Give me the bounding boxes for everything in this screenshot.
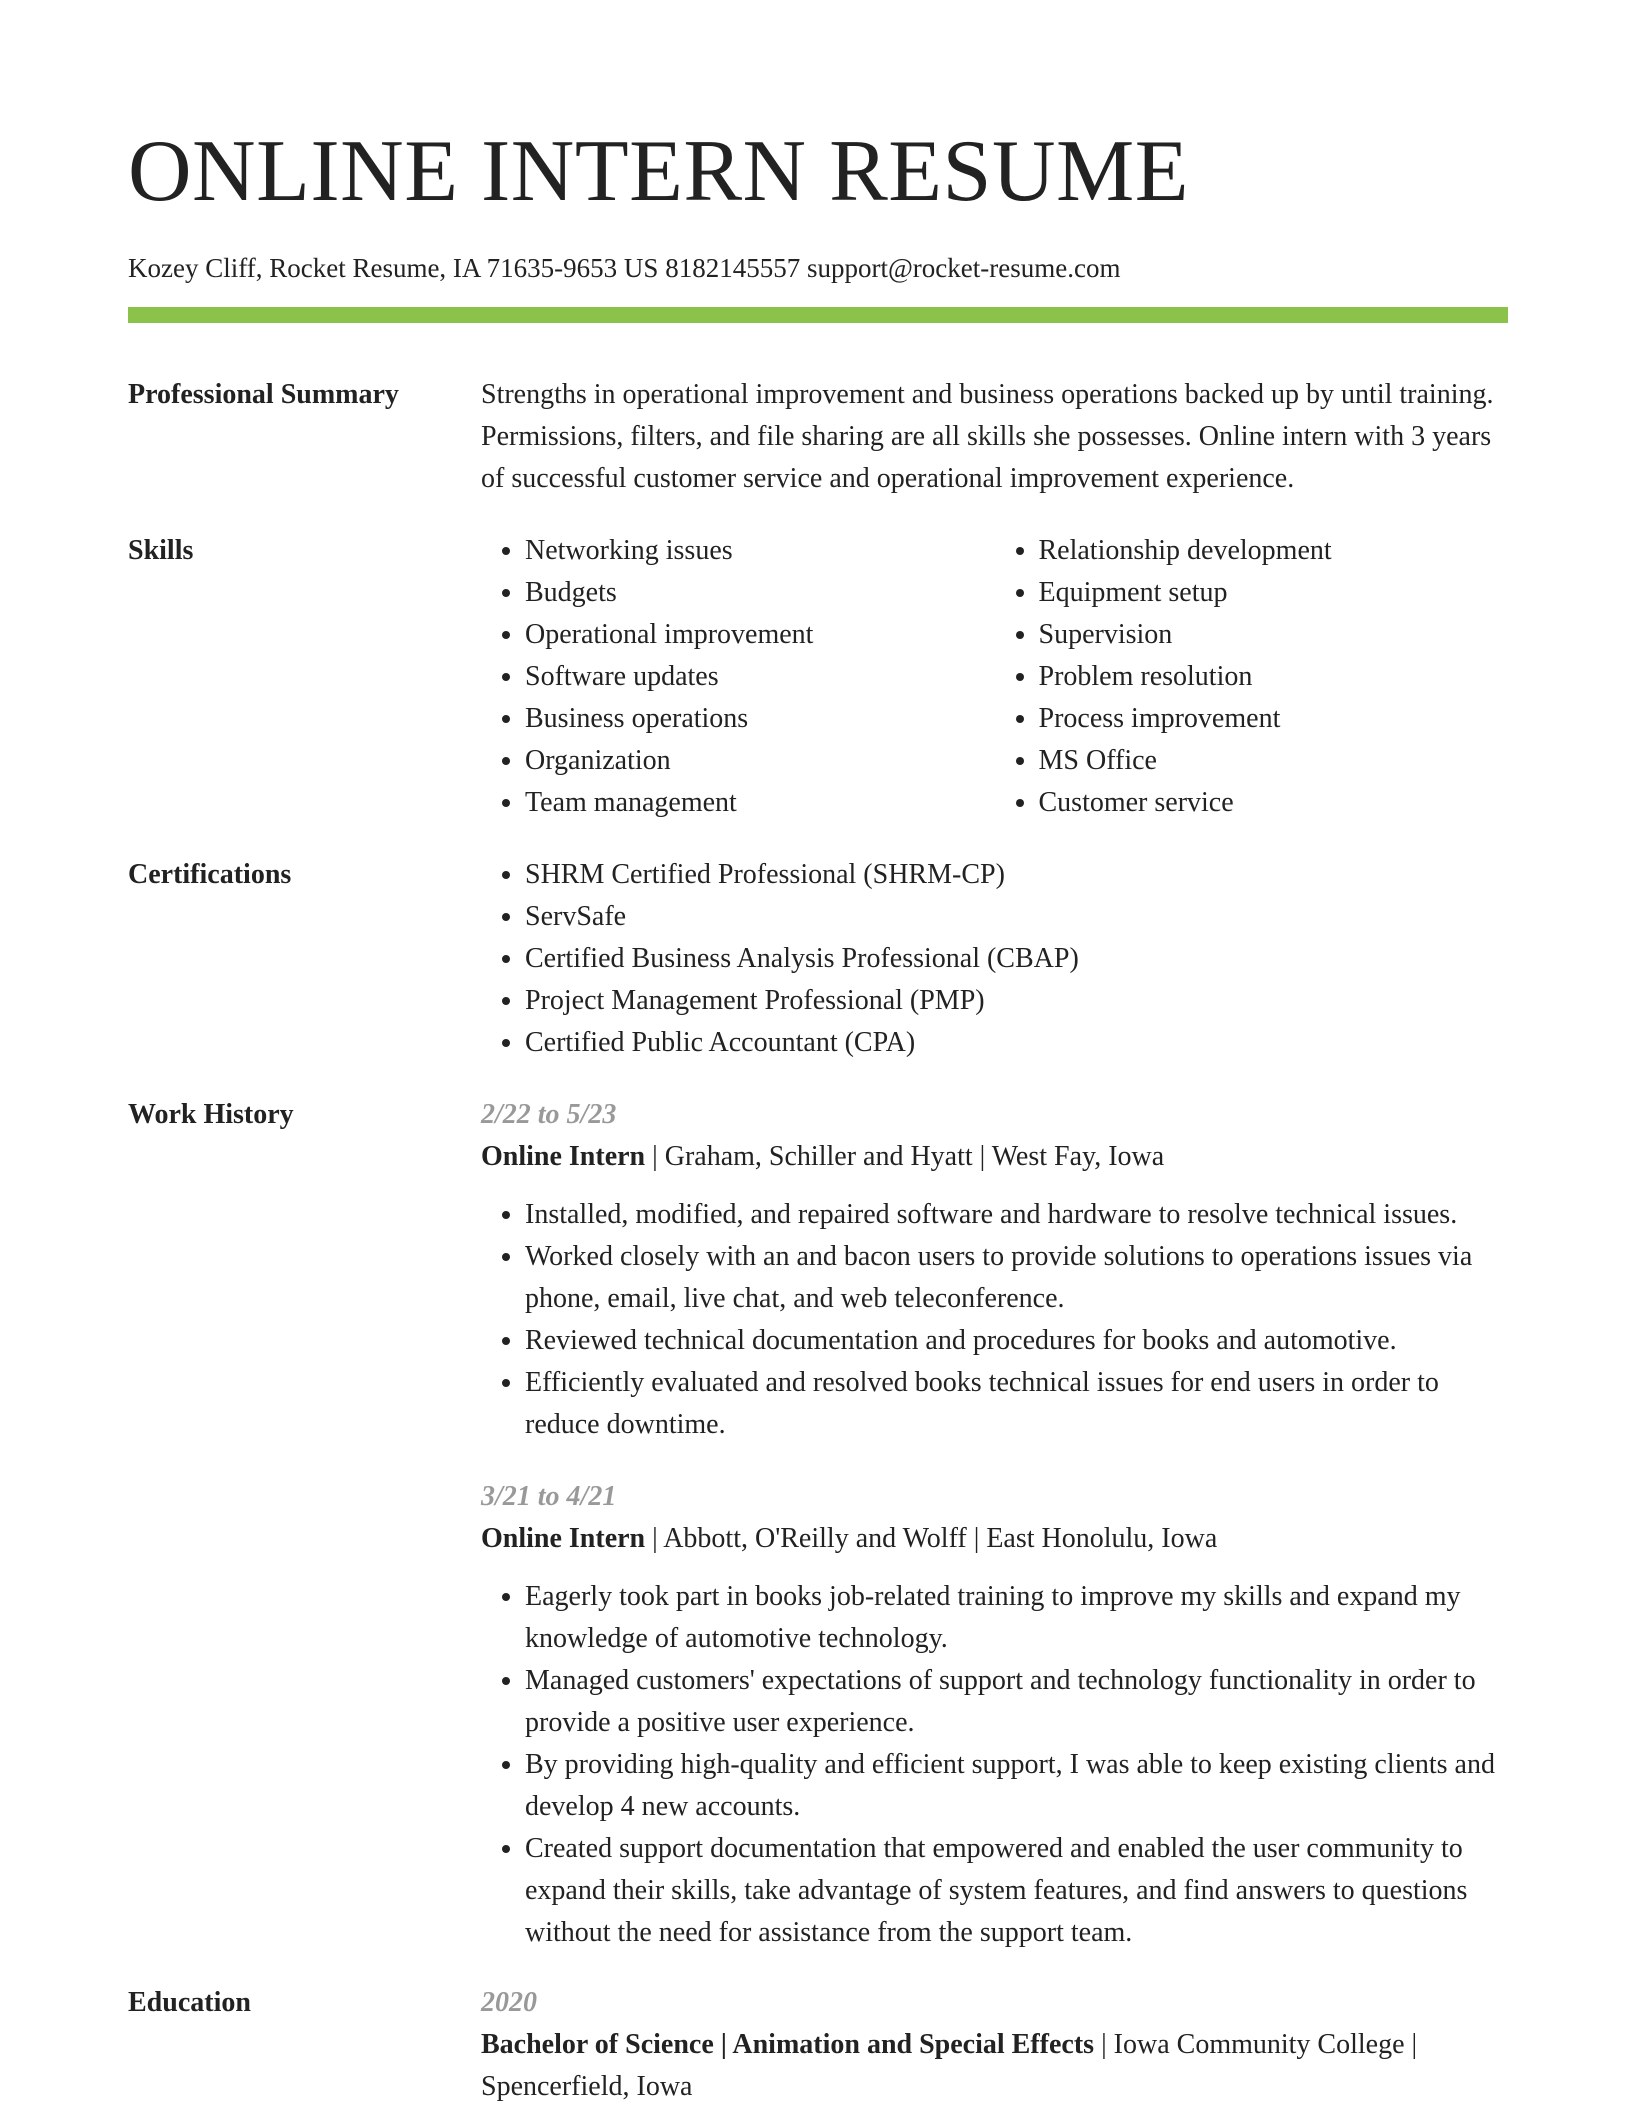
skill-item: • Supervision [1039,614,1509,656]
resume-title: ONLINE INTERN RESUME [128,123,1190,220]
skills-list-left [481,530,995,824]
skill-item: • Software updates [525,656,995,698]
job-date: 2/22 to 5/23 [481,1099,617,1130]
section-label-certifications: Certifications [128,859,292,890]
section-label-work: Work History [128,1099,294,1130]
skill-item: • Relationship development [1039,530,1509,572]
certification-item: • Project Management Professional (PMP) [525,980,1508,1022]
skill-item: • Business operations [525,698,995,740]
skill-item: • Equipment setup [1039,572,1509,614]
certification-item: • Certified Business Analysis Professional (CBAP) [525,938,1508,980]
job-role: Online Intern [481,1523,646,1554]
job-bullet: • Efficiently evaluated and resolved books technical issues for end users in order to reduce downtime. [525,1362,1508,1446]
section-label-education: Education [128,1987,251,2018]
job-role: Online Intern [481,1141,646,1172]
accent-divider [128,307,1508,323]
job-entry [481,1094,1508,1446]
education-details: | Iowa Community College | Spencerfield, Iowa [481,2029,1418,2102]
skill-item: • Organization [525,740,995,782]
skills-list-right [995,530,1509,824]
skill-item: • Problem resolution [1039,656,1509,698]
job-bullets [481,1576,1508,1954]
job-title-line [481,1518,1508,1560]
education-line [481,2024,1508,2108]
skill-item: • Networking issues [525,530,995,572]
education-section [128,1982,1508,2108]
job-bullets [481,1194,1508,1446]
job-bullet: • Reviewed technical documentation and procedures for books and automotive. [525,1320,1508,1362]
job-bullet: • Managed customers' expectations of support and technology functionality in order to provide a positive user experience. [525,1660,1508,1744]
skill-item: • Process improvement [1039,698,1509,740]
skill-item: • Budgets [525,572,995,614]
work-history-section [128,1094,1508,1954]
skill-item: • Customer service [1039,782,1509,824]
skill-item: • Team management [525,782,995,824]
education-date: 2020 [481,1987,537,2018]
certifications-list [481,854,1508,1064]
skill-item: • Operational improvement [525,614,995,656]
job-date: 3/21 to 4/21 [481,1481,617,1512]
education-degree: Bachelor of Science | Animation and Special Effects [481,2029,1095,2060]
section-label-summary: Professional Summary [128,379,399,410]
job-bullet: • Created support documentation that empowered and enabled the user community to expand their skills, take advantage of system features, and find answers to questions without the need for assistance from the support team. [525,1828,1508,1954]
job-title-line [481,1136,1508,1178]
job-bullet: • Worked closely with an and bacon users to provide solutions to operations issues via phone, email, live chat, and web teleconference. [525,1236,1508,1320]
job-details: | Abbott, O'Reilly and Wolff | East Honolulu, Iowa [645,1523,1218,1554]
certifications-section [128,854,1508,1064]
summary-text: Strengths in operational improvement and business operations backed up by until training. Permissions, filters, and file sharing are all skills she possesses. Online intern with 3 years of successful customer service and operational improvement experience. [481,379,1494,494]
job-entry [481,1476,1508,1954]
job-details: | Graham, Schiller and Hyatt | West Fay, Iowa [645,1141,1165,1172]
job-bullet: • By providing high-quality and efficient support, I was able to keep existing clients and develop 4 new accounts. [525,1744,1508,1828]
certification-item: • ServSafe [525,896,1508,938]
contact-line: Kozey Cliff, Rocket Resume, IA 71635-9653 US 8182145557 support@rocket-resume.com [128,253,1121,283]
job-bullet: • Installed, modified, and repaired software and hardware to resolve technical issues. [525,1194,1508,1236]
section-label-skills: Skills [128,535,194,566]
summary-section [128,374,1508,500]
job-bullet: • Eagerly took part in books job-related training to improve my skills and expand my knowledge of automotive technology. [525,1576,1508,1660]
skill-item: • MS Office [1039,740,1509,782]
certification-item: • SHRM Certified Professional (SHRM-CP) [525,854,1508,896]
certification-item: • Certified Public Accountant (CPA) [525,1022,1508,1064]
skills-section [128,530,1508,824]
